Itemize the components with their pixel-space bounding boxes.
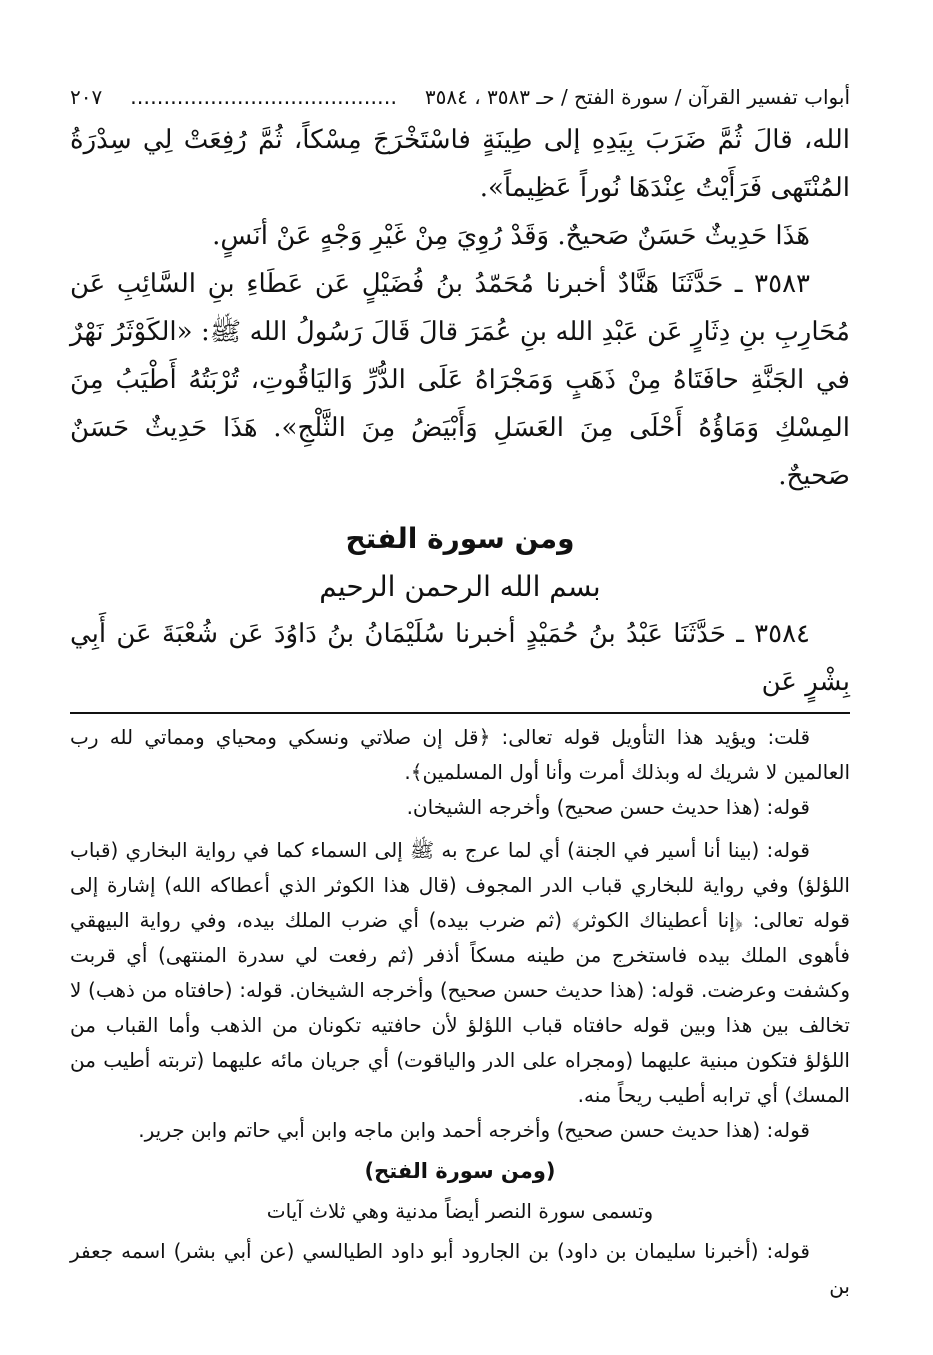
commentary-paragraph-2: قوله: (هذا حديث حسن صحيح) وأخرجه الشيخان. (406, 795, 810, 819)
running-head-dots: ........................................ (130, 85, 398, 109)
main-text (70, 116, 850, 706)
running-head (70, 78, 850, 116)
book-page (70, 78, 850, 1304)
commentary-section-subheading: وتسمى سورة النصر أيضاً مدنية وهي ثلاث آيات (266, 1199, 654, 1223)
commentary-paragraph-5: قوله: (أخبرنا سليمان بن داود) بن الجارود أبو داود الطيالسي (عن أبي بشر) اسمه جعفر بن (70, 1239, 850, 1298)
commentary-divider (70, 712, 850, 714)
running-head-title: أبواب تفسير القرآن / سورة الفتح / حـ ٣٥٨٣ ، ٣٥٨٤ (424, 85, 850, 109)
commentary-paragraph-4: قوله: (هذا حديث حسن صحيح) وأخرجه أحمد وابن ماجه وابن أبي حاتم وابن جرير. (138, 1118, 810, 1142)
basmala: بسم الله الرحمن الرحيم (319, 570, 601, 603)
surah-heading: ومن سورة الفتح (345, 522, 575, 555)
commentary-paragraph-3: قوله: (بينا أنا أسير في الجنة) أي لما عرج به ﷺ إلى السماء كما في رواية البخاري (قباب اللؤلؤ) وفي رواية للبخاري قباب الدر المجوف (قال هذا الكوثر الذي أعطاكه الله) إشارة إلى قوله تعالى: ﴿إنا أعطيناك الكوثر﴾ (ثم ضرب بيده) أي ضرب الملك بيده، وفي رواية البيهقي فأهوى الملك بيده فاستخرج من طينه مسكاً أذفر (ثم رفعت لي سدرة المنتهى) أي قربت وكشفت وعرضت. قوله: (هذا حديث حسن صحيح) وأخرجه الشيخان. قوله: (حافتاه من ذهب) لا تخالف بين هذا وبين قوله حافتاه قباب اللؤلؤ لأن حافتيه تكونان من الذهب وأما القباب من اللؤلؤ فتكون مبنية عليهما (ومجراه على الدر والياقوت) أي جريان مائه عليهما (تربته أطيب من المسك) أي ترابه أطيب ريحاً منه. (70, 838, 850, 1107)
hadith-3583: ٣٥٨٣ ـ حَدَّثَنَا هَنَّادٌ أخبرنا مُحَمّدُ بنُ فُضَيْلٍ عَن عَطَاءِ بنِ السَّائِبِ عَن مُحَارِبِ بنِ دِثَارٍ عَن عَبْدِ الله بنِ عُمَرَ قالَ قَالَ رَسُولُ الله ﷺ: «الكَوْثَرُ نَهْرٌ في الجَنَّةِ حافَتَاهُ مِنْ ذَهَبٍ وَمَجْرَاهُ عَلَى الدُّرِّ وَاليَاقُوتِ، تُرْبَتُهُ أَطْيَبُ مِنَ المِسْكِ وَمَاؤُهُ أَحْلَى مِنَ العَسَلِ وَأَبْيَضُ مِنَ الثَّلْجِ». هَذَا حَدِيثٌ حَسَنٌ صَحيحٌ. (70, 269, 850, 491)
page-number: ٢٠٧ (70, 85, 103, 109)
commentary (70, 720, 850, 1304)
commentary-paragraph-1: قلت: ويؤيد هذا التأويل قوله تعالى: ﴿قل إن صلاتي ونسكي ومحياي ومماتي لله رب العالمين لا شريك له وبذلك أمرت وأنا أول المسلمين﴾. (70, 725, 850, 784)
main-paragraph-1: الله، قالَ ثُمَّ ضَرَبَ بِيَدِهِ إلى طِينَةٍ فاسْتَخْرَجَ مِسْكاً، ثُمَّ رُفِعَتْ لِي سِدْرَةُ المُنْتَهى فَرَأَيْتُ عِنْدَهَا نُوراً عَظِيماً». (70, 125, 850, 203)
commentary-section-heading: (ومن سورة الفتح) (364, 1159, 556, 1183)
main-paragraph-2: هَذَا حَدِيثٌ حَسَنٌ صَحيحٌ. وَقَدْ رُوِيَ مِنْ غَيْرِ وَجْهٍ عَنْ أنَسٍ. (212, 221, 810, 251)
hadith-3584: ٣٥٨٤ ـ حَدَّثَنَا عَبْدُ بنُ حُمَيْدٍ أخبرنا سُلَيْمَانُ بنُ دَاوُدَ عَن شُعْبَةَ عَن أَبِي بِشْرٍ عَن (70, 619, 850, 697)
